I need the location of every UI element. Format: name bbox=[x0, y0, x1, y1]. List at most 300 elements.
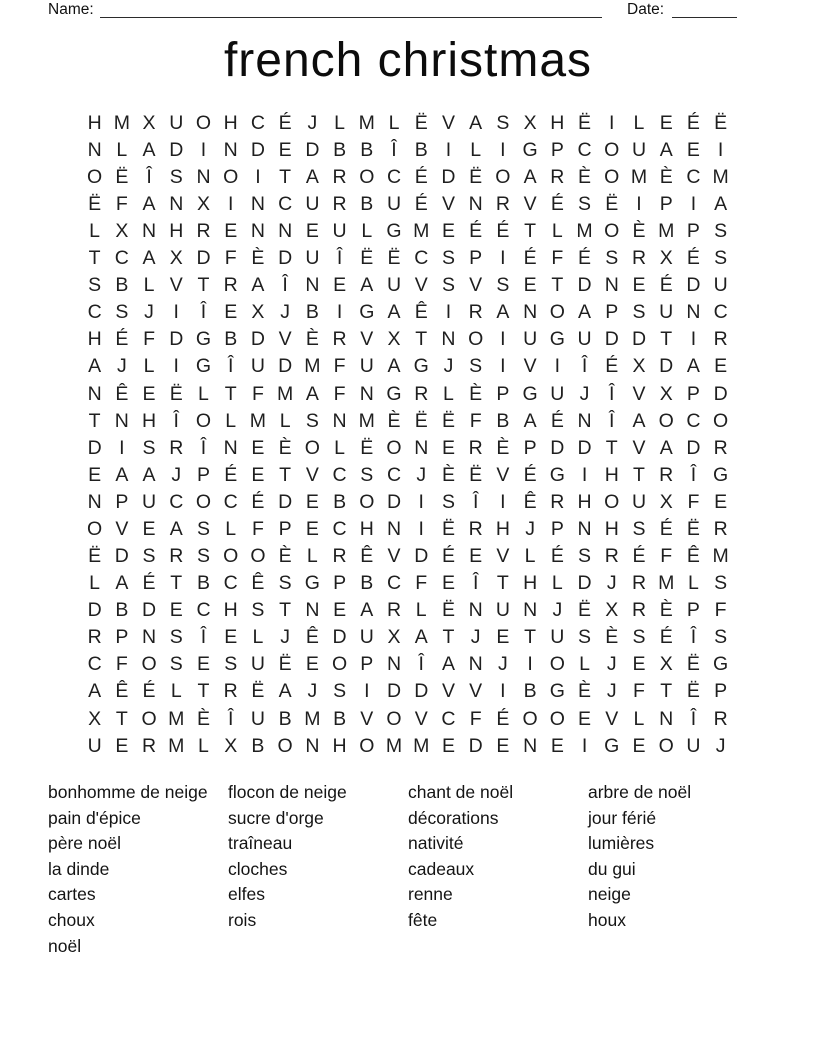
grid-letter: X bbox=[659, 490, 673, 513]
grid-letter: O bbox=[87, 517, 103, 540]
word-list-column bbox=[228, 780, 408, 934]
grid-letter: É bbox=[142, 572, 156, 595]
word-list-item: neige bbox=[588, 884, 631, 905]
grid-letter: B bbox=[333, 138, 347, 161]
grid-letter: V bbox=[414, 274, 428, 297]
grid-letter: F bbox=[633, 680, 645, 703]
grid-letter: M bbox=[113, 111, 130, 134]
grid-letter: N bbox=[250, 220, 265, 243]
grid-letter: É bbox=[224, 463, 238, 486]
grid-letter: C bbox=[441, 707, 456, 730]
grid-letter: C bbox=[87, 301, 102, 324]
grid-letter: Ë bbox=[469, 463, 483, 486]
grid-letter: P bbox=[605, 301, 619, 324]
grid-letter: O bbox=[359, 734, 375, 757]
grid-letter: S bbox=[224, 653, 238, 676]
grid-letter: T bbox=[88, 409, 101, 432]
grid-letter: O bbox=[223, 165, 239, 188]
grid-letter: Î bbox=[418, 653, 424, 676]
grid-letter: G bbox=[386, 382, 402, 405]
grid-letter: S bbox=[115, 301, 129, 324]
grid-letter: E bbox=[496, 626, 510, 649]
grid-letter: E bbox=[142, 382, 156, 405]
grid-letter: R bbox=[223, 680, 238, 703]
grid-letter: S bbox=[88, 274, 102, 297]
grid-letter: L bbox=[361, 220, 373, 243]
grid-letter: O bbox=[195, 490, 212, 513]
grid-letter: C bbox=[686, 409, 701, 432]
grid-letter: Ê bbox=[686, 545, 700, 568]
word-list-item: pain d'épice bbox=[48, 807, 141, 828]
grid-letter: O bbox=[386, 436, 402, 459]
grid-letter: Î bbox=[690, 707, 697, 730]
grid-letter: E bbox=[496, 734, 510, 757]
grid-letter: D bbox=[169, 328, 184, 351]
grid-letter: É bbox=[686, 111, 700, 134]
grid-letter: R bbox=[550, 165, 565, 188]
grid-letter: V bbox=[305, 463, 319, 486]
grid-letter: E bbox=[196, 653, 210, 676]
grid-letter: P bbox=[686, 220, 700, 243]
grid-letter: E bbox=[115, 734, 129, 757]
grid-letter: É bbox=[441, 545, 455, 568]
grid-letter: D bbox=[686, 436, 701, 459]
grid-letter: O bbox=[604, 220, 620, 243]
grid-letter: É bbox=[251, 490, 265, 513]
grid-letter: N bbox=[305, 734, 320, 757]
grid-letter: J bbox=[307, 680, 318, 703]
grid-letter: N bbox=[87, 490, 102, 513]
grid-letter: N bbox=[686, 301, 701, 324]
grid-letter: É bbox=[550, 193, 564, 216]
grid-letter: L bbox=[252, 626, 264, 649]
grid-letter: G bbox=[522, 382, 538, 405]
grid-letter: P bbox=[686, 382, 700, 405]
grid-letter: O bbox=[195, 111, 212, 134]
word-list-item: lumières bbox=[588, 833, 655, 854]
grid-letter: X bbox=[659, 653, 673, 676]
grid-letter: X bbox=[659, 382, 673, 405]
grid-letter: A bbox=[115, 463, 129, 486]
grid-letter: A bbox=[632, 409, 646, 432]
grid-letter: B bbox=[224, 328, 238, 351]
grid-letter: Î bbox=[690, 463, 697, 486]
grid-letter: A bbox=[523, 409, 537, 432]
grid-letter: U bbox=[305, 247, 320, 270]
grid-letter: N bbox=[223, 436, 238, 459]
grid-letter: G bbox=[713, 653, 729, 676]
grid-letter: F bbox=[224, 247, 237, 270]
grid-letter: N bbox=[250, 193, 265, 216]
grid-letter: V bbox=[469, 274, 483, 297]
grid-letter: D bbox=[577, 274, 592, 297]
grid-letter: C bbox=[332, 463, 347, 486]
grid-letter: A bbox=[523, 165, 537, 188]
grid-letter: S bbox=[441, 274, 455, 297]
grid-letter: É bbox=[659, 274, 673, 297]
grid-letter: M bbox=[249, 409, 267, 432]
grid-letter: O bbox=[223, 545, 239, 568]
grid-letter: N bbox=[114, 409, 129, 432]
grid-letter: Î bbox=[146, 165, 152, 188]
grid-letter: Ë bbox=[278, 653, 292, 676]
grid-letter: J bbox=[280, 626, 291, 649]
grid-letter: È bbox=[387, 409, 401, 432]
grid-letter: L bbox=[524, 545, 536, 568]
grid-letter: L bbox=[579, 653, 590, 676]
grid-letter: Î bbox=[581, 355, 588, 378]
grid-letter: S bbox=[305, 409, 319, 432]
grid-letter: E bbox=[305, 517, 319, 540]
grid-letter: D bbox=[631, 328, 647, 351]
grid-letter: E bbox=[305, 653, 319, 676]
grid-letter: Î bbox=[227, 707, 234, 730]
grid-letter: É bbox=[686, 247, 700, 270]
grid-letter: U bbox=[250, 707, 265, 730]
word-list-item: la dinde bbox=[48, 858, 110, 879]
grid-letter: P bbox=[115, 626, 129, 649]
grid-letter: É bbox=[659, 626, 673, 649]
grid-letter: H bbox=[523, 572, 538, 595]
grid-letter: É bbox=[605, 355, 619, 378]
grid-letter: C bbox=[577, 138, 592, 161]
grid-letter: È bbox=[632, 220, 646, 243]
grid-letter: R bbox=[631, 247, 647, 270]
grid-letter: Ë bbox=[686, 517, 700, 540]
grid-letter: S bbox=[714, 247, 728, 270]
grid-letter: T bbox=[524, 626, 537, 649]
grid-letter: L bbox=[198, 734, 209, 757]
grid-letter: N bbox=[577, 409, 592, 432]
grid-letter: P bbox=[686, 599, 700, 622]
grid-letter: Ë bbox=[714, 111, 728, 134]
grid-letter: T bbox=[605, 436, 618, 459]
grid-letter: E bbox=[224, 626, 238, 649]
grid-letter: H bbox=[604, 517, 619, 540]
grid-letter: M bbox=[658, 572, 675, 595]
grid-letter: M bbox=[413, 220, 430, 243]
grid-letter: R bbox=[713, 328, 728, 351]
grid-letter: N bbox=[386, 653, 402, 676]
grid-letter: M bbox=[712, 545, 729, 568]
grid-letter: F bbox=[551, 247, 564, 270]
word-list-item: fête bbox=[408, 909, 438, 930]
grid-letter: Î bbox=[200, 626, 207, 649]
grid-letter: A bbox=[360, 599, 374, 622]
grid-letter: É bbox=[632, 545, 646, 568]
grid-letter: J bbox=[606, 680, 617, 703]
grid-letter: E bbox=[469, 545, 483, 568]
grid-letter: È bbox=[196, 707, 210, 730]
grid-letter: H bbox=[87, 328, 102, 351]
grid-letter: L bbox=[89, 220, 101, 243]
grid-letter: L bbox=[143, 355, 155, 378]
grid-letter: F bbox=[714, 599, 727, 622]
grid-letter: B bbox=[333, 707, 347, 730]
name-blank-line bbox=[100, 0, 602, 18]
grid-letter: N bbox=[523, 599, 538, 622]
grid-letter: L bbox=[89, 572, 101, 595]
word-list-item: bonhomme de neige bbox=[48, 782, 208, 802]
grid-letter: O bbox=[87, 165, 103, 188]
grid-letter: O bbox=[141, 653, 157, 676]
grid-letter: H bbox=[169, 220, 184, 243]
grid-letter: D bbox=[550, 436, 565, 459]
grid-letter: Ê bbox=[360, 545, 374, 568]
grid-letter: X bbox=[251, 301, 265, 324]
date-blank-line bbox=[672, 0, 737, 18]
grid-letter: A bbox=[305, 165, 319, 188]
word-list-item: décorations bbox=[408, 807, 499, 828]
grid-letter: L bbox=[306, 545, 318, 568]
grid-letter: A bbox=[88, 680, 102, 703]
grid-letter: N bbox=[523, 301, 538, 324]
grid-letter: J bbox=[498, 653, 508, 676]
grid-letter: É bbox=[496, 707, 510, 730]
grid-letter: L bbox=[225, 409, 237, 432]
grid-letter: T bbox=[660, 680, 673, 703]
grid-letter: R bbox=[332, 328, 347, 351]
grid-letter: P bbox=[550, 517, 564, 540]
grid-letter: R bbox=[196, 220, 211, 243]
grid-letter: M bbox=[712, 165, 729, 188]
grid-letter: D bbox=[278, 247, 293, 270]
grid-letter: R bbox=[223, 274, 238, 297]
grid-letter: A bbox=[305, 382, 319, 405]
grid-letter: I bbox=[500, 490, 506, 513]
grid-letter: C bbox=[223, 572, 238, 595]
grid-letter: M bbox=[576, 220, 593, 243]
grid-letter: È bbox=[605, 626, 619, 649]
grid-letter: D bbox=[305, 138, 320, 161]
grid-letter: Ê bbox=[115, 382, 129, 405]
grid-letter: B bbox=[251, 734, 265, 757]
grid-letter: Ë bbox=[115, 165, 129, 188]
grid-letter: X bbox=[224, 734, 238, 757]
grid-letter: E bbox=[251, 436, 265, 459]
grid-letter: D bbox=[713, 382, 728, 405]
grid-letter: A bbox=[469, 111, 483, 134]
grid-letter: R bbox=[332, 193, 347, 216]
grid-letter: F bbox=[115, 193, 128, 216]
grid-letter: Ë bbox=[360, 436, 374, 459]
grid-letter: I bbox=[690, 193, 697, 216]
grid-letter: Ë bbox=[251, 680, 265, 703]
grid-letter: H bbox=[359, 517, 374, 540]
grid-letter: B bbox=[115, 274, 129, 297]
grid-letter: Î bbox=[609, 409, 615, 432]
grid-letter: R bbox=[631, 599, 647, 622]
grid-letter: I bbox=[364, 680, 370, 703]
grid-letter: N bbox=[359, 382, 374, 405]
grid-letter: T bbox=[279, 599, 292, 622]
grid-letter: I bbox=[445, 138, 452, 161]
grid-letter: É bbox=[496, 220, 510, 243]
grid-letter: É bbox=[414, 165, 428, 188]
grid-letter: S bbox=[496, 274, 510, 297]
grid-letter: O bbox=[277, 734, 293, 757]
grid-letter: Ë bbox=[88, 193, 102, 216]
grid-letter: C bbox=[196, 599, 211, 622]
grid-letter: O bbox=[331, 653, 348, 676]
grid-letter: N bbox=[659, 707, 674, 730]
grid-letter: B bbox=[496, 409, 510, 432]
grid-letter: I bbox=[636, 193, 642, 216]
grid-letter: X bbox=[523, 111, 537, 134]
word-list-item: cloches bbox=[228, 858, 288, 879]
grid-letter: Ë bbox=[88, 545, 102, 568]
grid-letter: R bbox=[386, 599, 402, 622]
grid-letter: R bbox=[659, 463, 674, 486]
grid-letter: O bbox=[658, 734, 674, 757]
grid-letter: J bbox=[606, 653, 617, 676]
grid-letter: G bbox=[604, 734, 620, 757]
grid-letter: É bbox=[550, 409, 564, 432]
grid-letter: H bbox=[223, 111, 238, 134]
grid-letter: É bbox=[142, 680, 156, 703]
grid-letter: N bbox=[223, 138, 238, 161]
grid-letter: É bbox=[550, 545, 564, 568]
grid-letter: J bbox=[416, 463, 427, 486]
word-list-item: nativité bbox=[408, 833, 464, 854]
word-list-item: noël bbox=[48, 935, 82, 956]
grid-letter: G bbox=[386, 220, 402, 243]
word-list-column bbox=[588, 780, 768, 934]
grid-letter: J bbox=[552, 599, 563, 622]
grid-letter: È bbox=[251, 247, 265, 270]
grid-letter: D bbox=[386, 680, 402, 703]
grid-letter: I bbox=[227, 193, 234, 216]
grid-letter: E bbox=[578, 707, 592, 730]
grid-letter: Î bbox=[336, 247, 343, 270]
grid-letter: I bbox=[418, 490, 424, 513]
grid-letter: A bbox=[142, 247, 156, 270]
grid-letter: U bbox=[359, 626, 374, 649]
grid-letter: H bbox=[142, 409, 157, 432]
grid-letter: D bbox=[659, 355, 674, 378]
grid-letter: Ë bbox=[686, 653, 700, 676]
grid-letter: F bbox=[469, 409, 482, 432]
grid-letter: T bbox=[660, 328, 673, 351]
grid-letter: L bbox=[470, 138, 482, 161]
word-search-grid bbox=[81, 110, 734, 760]
grid-letter: S bbox=[469, 355, 483, 378]
grid-letter: E bbox=[224, 301, 238, 324]
grid-letter: L bbox=[334, 436, 345, 459]
grid-letter: L bbox=[388, 111, 400, 134]
grid-letter: C bbox=[114, 247, 129, 270]
grid-letter: V bbox=[115, 517, 129, 540]
grid-letter: H bbox=[87, 111, 102, 134]
grid-letter: L bbox=[225, 517, 237, 540]
grid-letter: V bbox=[441, 680, 455, 703]
grid-letter: G bbox=[195, 355, 212, 378]
grid-letter: N bbox=[169, 193, 184, 216]
grid-letter: V bbox=[278, 328, 292, 351]
grid-letter: I bbox=[445, 301, 452, 324]
grid-letter: H bbox=[495, 517, 510, 540]
grid-letter: R bbox=[631, 572, 647, 595]
grid-letter: C bbox=[713, 301, 728, 324]
grid-letter: X bbox=[115, 220, 129, 243]
grid-letter: Ë bbox=[360, 247, 374, 270]
grid-letter: È bbox=[578, 680, 592, 703]
grid-letter: M bbox=[358, 409, 375, 432]
grid-letter: E bbox=[523, 274, 537, 297]
grid-letter: T bbox=[224, 382, 237, 405]
grid-letter: S bbox=[578, 545, 592, 568]
grid-letter: I bbox=[173, 355, 179, 378]
grid-letter: S bbox=[632, 626, 646, 649]
grid-letter: O bbox=[549, 707, 565, 730]
grid-letter: Î bbox=[227, 355, 234, 378]
grid-letter: R bbox=[332, 165, 347, 188]
grid-letter: J bbox=[443, 355, 454, 378]
grid-letter: I bbox=[255, 165, 261, 188]
grid-letter: G bbox=[549, 680, 565, 703]
grid-letter: A bbox=[142, 193, 156, 216]
grid-letter: O bbox=[386, 707, 402, 730]
grid-letter: O bbox=[304, 436, 320, 459]
grid-letter: S bbox=[169, 653, 183, 676]
grid-letter: R bbox=[169, 436, 184, 459]
grid-letter: I bbox=[717, 138, 724, 161]
word-list-item: cartes bbox=[48, 884, 96, 905]
grid-letter: I bbox=[609, 111, 615, 134]
grid-letter: V bbox=[632, 436, 646, 459]
grid-letter: S bbox=[632, 517, 646, 540]
grid-letter: R bbox=[87, 626, 102, 649]
grid-letter: Î bbox=[173, 409, 179, 432]
grid-letter: È bbox=[578, 165, 592, 188]
grid-letter: D bbox=[577, 572, 592, 595]
grid-letter: J bbox=[116, 355, 127, 378]
grid-letter: A bbox=[686, 355, 700, 378]
grid-letter: T bbox=[279, 463, 292, 486]
name-label: Name: bbox=[48, 1, 94, 18]
grid-letter: Ë bbox=[414, 409, 428, 432]
grid-letter: E bbox=[333, 274, 347, 297]
grid-letter: U bbox=[250, 355, 265, 378]
grid-letter: J bbox=[470, 626, 481, 649]
grid-letter: S bbox=[605, 247, 619, 270]
grid-letter: M bbox=[413, 734, 430, 757]
grid-letter: J bbox=[307, 111, 318, 134]
grid-letter: N bbox=[305, 599, 320, 622]
grid-letter: C bbox=[223, 490, 238, 513]
grid-letter: S bbox=[333, 680, 347, 703]
grid-letter: I bbox=[527, 653, 533, 676]
grid-letter: N bbox=[468, 193, 483, 216]
grid-letter: X bbox=[88, 707, 102, 730]
grid-letter: F bbox=[251, 517, 264, 540]
grid-letter: É bbox=[659, 517, 673, 540]
grid-letter: J bbox=[525, 517, 535, 540]
grid-letter: O bbox=[495, 165, 511, 188]
grid-letter: A bbox=[578, 301, 592, 324]
grid-letter: B bbox=[523, 680, 537, 703]
grid-letter: É bbox=[469, 220, 483, 243]
grid-letter: I bbox=[173, 301, 179, 324]
grid-letter: L bbox=[143, 274, 155, 297]
grid-letter: A bbox=[414, 626, 428, 649]
grid-letter: E bbox=[441, 734, 455, 757]
grid-letter: Ë bbox=[441, 517, 455, 540]
grid-letter: S bbox=[142, 436, 156, 459]
grid-letter: N bbox=[441, 328, 456, 351]
grid-letter: H bbox=[604, 463, 619, 486]
grid-letter: X bbox=[659, 247, 673, 270]
